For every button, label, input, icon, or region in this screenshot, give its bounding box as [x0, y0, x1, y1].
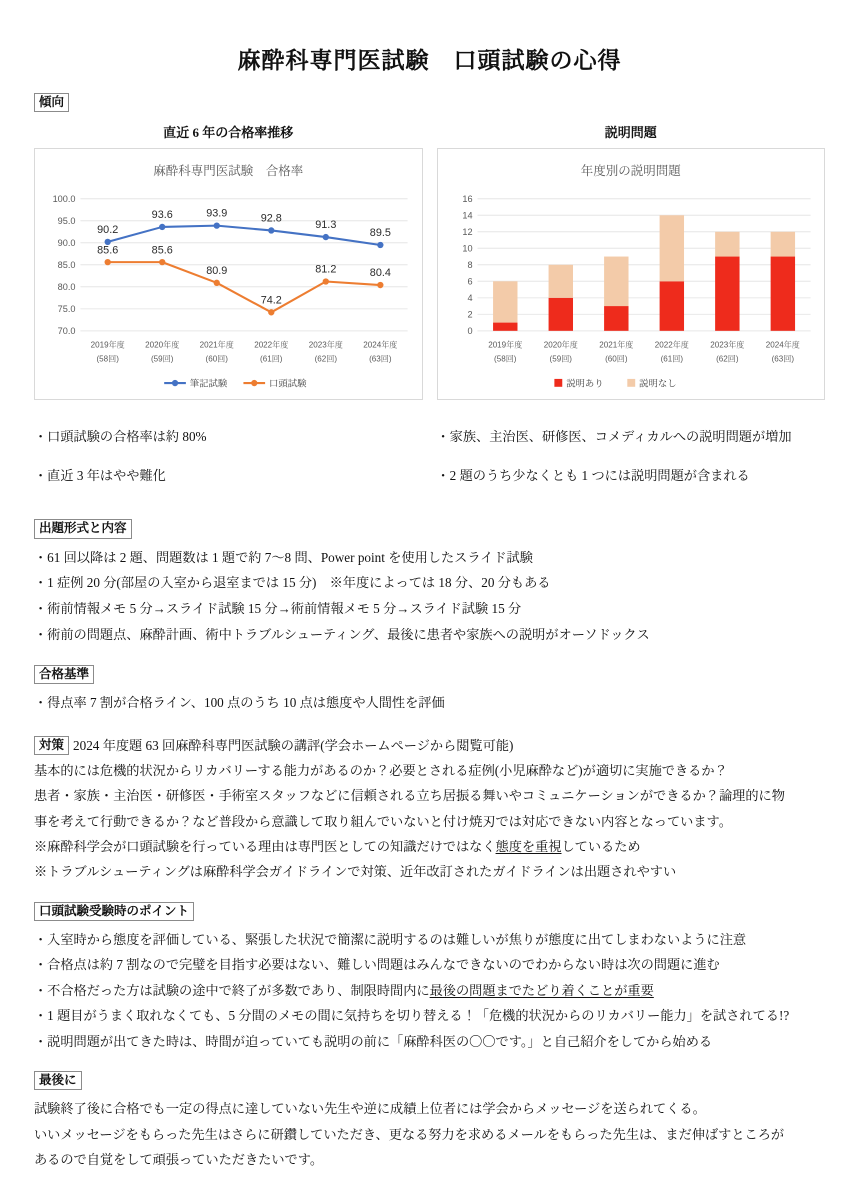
svg-text:(61回): (61回) [260, 354, 283, 364]
svg-text:2: 2 [466, 309, 473, 320]
line-chart-container [34, 148, 423, 400]
bullet-item: ・家族、主治医、研修医、コメディカルへの説明問題が増加 [436, 429, 792, 445]
svg-text:70.0: 70.0 [57, 326, 76, 337]
svg-text:(60回): (60回) [604, 354, 628, 364]
svg-text:85.0: 85.0 [57, 260, 76, 271]
svg-text:16: 16 [461, 194, 473, 205]
section-label-format: 出題形式と内容 [34, 519, 132, 538]
svg-text:2019年度: 2019年度 [90, 340, 125, 350]
svg-text:(62回): (62回) [715, 354, 739, 364]
measures-headline: 2024 年度題 63 回麻酔科専門医試験の講評(学会ホームページから閲覧可能) [73, 737, 514, 753]
svg-text:(59回): (59回) [549, 354, 572, 364]
svg-text:2024年度: 2024年度 [765, 340, 800, 350]
svg-text:100.0: 100.0 [52, 194, 76, 205]
section-label-trend: 傾向 [34, 93, 69, 112]
svg-text:2022年度: 2022年度 [654, 340, 689, 350]
page-title: 麻酔科専門医試験 口頭試験の心得 [237, 48, 622, 73]
explanation-question-bar-chart [444, 183, 819, 395]
charts-row [34, 122, 825, 400]
measures-note-1 [34, 834, 825, 859]
chart-heading-right: 説明問題 [604, 125, 657, 141]
svg-text:説明なし: 説明なし [638, 378, 677, 389]
svg-text:(58回): (58回) [96, 354, 119, 364]
point-line-underlined [34, 978, 825, 1003]
section-measures [34, 733, 825, 885]
section-format [34, 519, 825, 647]
svg-text:2020年度: 2020年度 [145, 340, 180, 350]
format-line: ・1 症例 20 分(部屋の入室から退室までは 15 分) ※年度によっては 18 分、20 分もある [34, 575, 551, 591]
svg-text:12: 12 [461, 227, 473, 238]
chart-column-right [437, 122, 826, 400]
chart-heading-left: 直近 6 年の合格率推移 [163, 125, 294, 141]
svg-text:(63回): (63回) [771, 354, 794, 364]
point-line: ・説明問題が出てきた時は、時間が迫っていても説明の前に「麻酔科医の〇〇です。」と自己紹介をしてから始める [34, 1033, 713, 1049]
note1-prefix: ※麻酔科学会が口頭試験を行っている理由は専門医としての知識だけではなく [34, 839, 496, 855]
svg-text:4: 4 [466, 293, 473, 304]
svg-text:8: 8 [466, 260, 473, 271]
svg-text:2023年度: 2023年度 [709, 340, 744, 350]
svg-text:2024年度: 2024年度 [363, 340, 398, 350]
svg-text:85.6: 85.6 [151, 244, 173, 257]
format-line: ・術前の問題点、麻酔計画、術中トラブルシューティング、最後に患者や家族への説明がオーソドックス [34, 626, 650, 642]
svg-text:92.8: 92.8 [260, 212, 282, 225]
svg-text:80.4: 80.4 [369, 267, 391, 280]
measures-body-line: 基本的には危機的状況からリカバリーする能力があるのか？必要とされる症例(小児麻酔など)が適切に実施できるか？ [34, 763, 728, 779]
format-line: ・61 回以降は 2 題、問題数は 1 題で約 7〜8 問、Power point を使用したスライド試験 [34, 549, 533, 565]
closing-line: 試験終了後に合格でも一定の得点に達していない先生や逆に成績上位者には学会からメッセージを送られてくる。 [34, 1101, 706, 1117]
measures-body-line: 事を考えて行動できるか？など普段から意識して取り組んでいないと付け焼刃では対応できない内容となっています。 [34, 813, 732, 829]
bullet-item: ・2 題のうち少なくとも 1 つには説明問題が含まれる [436, 468, 750, 484]
svg-text:(62回): (62回) [314, 354, 338, 364]
svg-text:筆記試験: 筆記試験 [189, 378, 228, 389]
svg-text:91.3: 91.3 [315, 219, 337, 232]
closing-line: いいメッセージをもらった先生はさらに研鑽していただき、更なる努力を求めるメールをもらった先生は、まだ伸ばすところが [34, 1126, 785, 1142]
bar-chart-container [437, 148, 826, 400]
svg-text:80.9: 80.9 [206, 265, 228, 278]
svg-text:89.5: 89.5 [369, 227, 391, 240]
svg-text:口頭試験: 口頭試験 [269, 378, 307, 389]
svg-text:90.2: 90.2 [97, 224, 119, 237]
svg-text:74.2: 74.2 [260, 294, 282, 307]
note1-emphasis: 態度を重視 [495, 839, 562, 855]
svg-text:2021年度: 2021年度 [598, 340, 633, 350]
svg-text:説明あり: 説明あり [565, 378, 604, 389]
section-points [34, 902, 825, 1054]
svg-text:85.6: 85.6 [97, 244, 119, 257]
point3-prefix: ・不合格だった方は試験の途中で終了が多数であり、制限時間内に [34, 982, 430, 998]
bar-chart-title: 年度別の説明問題 [580, 164, 681, 179]
svg-text:(61回): (61回) [660, 354, 683, 364]
svg-text:(58回): (58回) [493, 354, 517, 364]
pass-rate-line-chart [41, 183, 416, 395]
svg-text:93.6: 93.6 [151, 209, 173, 222]
section-criteria [34, 665, 825, 716]
closing-line: あるので自覚をして頑張っていただきたいです。 [34, 1151, 324, 1167]
point-line: ・入室時から態度を評価している、緊張した状況で簡潔に説明するのは難しいが焦りが態度に出てしまわないように注意 [34, 932, 747, 948]
svg-text:2020年度: 2020年度 [543, 340, 578, 350]
svg-text:(60回): (60回) [205, 354, 228, 364]
section-closing [34, 1071, 825, 1172]
svg-text:14: 14 [461, 210, 473, 221]
measures-note-2: ※トラブルシューティングは麻酔科学会ガイドラインで対策、近年改訂されたガイドラインは出題されやすい [34, 864, 677, 880]
svg-text:93.9: 93.9 [206, 208, 228, 221]
format-line: ・術前情報メモ 5 分→スライド試験 15 分→術前情報メモ 5 分→スライド試験 15 分 [34, 601, 522, 617]
chart-column-left [34, 122, 423, 400]
trend-bullets-right [437, 411, 826, 502]
svg-text:0: 0 [466, 326, 473, 337]
point3-emphasis: 最後の問題までたどり着くことが重要 [429, 982, 654, 998]
note1-suffix: しているため [561, 839, 641, 855]
svg-text:2022年度: 2022年度 [254, 340, 289, 350]
trend-bullets-left [34, 411, 423, 502]
measures-body-line: 患者・家族・主治医・研修医・手術室スタッフなどに信頼される立ち居振る舞いやコミュニケーションができるか？論理的に物 [34, 788, 785, 804]
bullet-item: ・直近 3 年はやや難化 [34, 468, 166, 484]
svg-text:2019年度: 2019年度 [487, 340, 522, 350]
svg-text:10: 10 [461, 243, 473, 254]
measures-headline-row [34, 733, 825, 758]
bullet-item: ・口頭試験の合格率は約 80% [34, 429, 207, 445]
line-chart-title: 麻酔科専門医試験 合格率 [153, 164, 304, 179]
svg-text:90.0: 90.0 [57, 238, 76, 249]
point-line: ・合格点は約 7 割なので完璧を目指す必要はない、難しい問題はみんなできないのでわからない時は次の問題に進む [34, 957, 720, 973]
svg-text:6: 6 [466, 276, 473, 287]
svg-text:2023年度: 2023年度 [308, 340, 343, 350]
trend-bullets-row [34, 411, 825, 502]
svg-text:2021年度: 2021年度 [199, 340, 234, 350]
section-label-closing: 最後に [34, 1071, 82, 1090]
section-label-criteria: 合格基準 [34, 665, 94, 684]
svg-text:95.0: 95.0 [57, 216, 76, 227]
point-line: ・1 題目がうまく取れなくても、5 分間のメモの間に気持ちを切り替える！「危機的状況からのリカバリー能力」を試されてる!? [34, 1008, 790, 1024]
svg-text:75.0: 75.0 [57, 304, 76, 315]
section-label-measures: 対策 [34, 736, 69, 755]
section-label-points: 口頭試験受験時のポイント [34, 902, 194, 921]
svg-text:80.0: 80.0 [57, 282, 76, 293]
criteria-line: ・得点率 7 割が合格ライン、100 点のうち 10 点は態度や人間性を評価 [34, 694, 445, 710]
svg-text:81.2: 81.2 [315, 264, 337, 277]
svg-text:(59回): (59回) [150, 354, 174, 364]
svg-text:(63回): (63回) [369, 354, 392, 364]
